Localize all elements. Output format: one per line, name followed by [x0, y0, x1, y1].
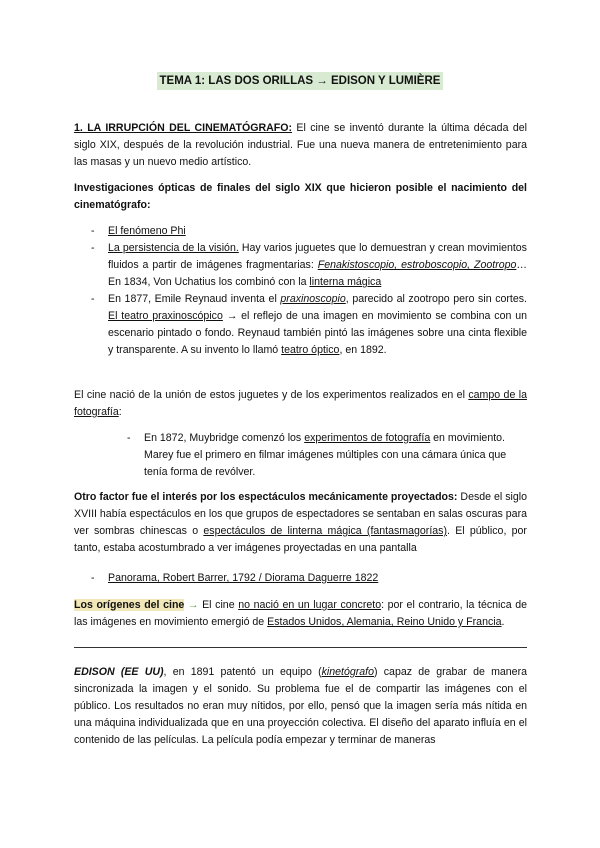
- page-title: TEMA 1: LAS DOS ORILLAS → EDISON Y LUMIÈRE: [157, 72, 444, 90]
- list-item: [88, 240, 527, 291]
- teatro-optico: teatro óptico: [281, 344, 340, 356]
- otro-factor-paragraph: [74, 489, 527, 557]
- reynaud-text-4: , en 1892.: [339, 344, 387, 356]
- reynaud-text-3: → el reflejo de una imagen en movimiento se combina con un escenario pintado o fondo. Reynaud también pintó las imágenes sobre una cinta flexible y transparente. A su invento lo llamó: [108, 310, 527, 356]
- arrow-icon: →: [184, 599, 199, 611]
- origenes-paragraph: [74, 597, 527, 631]
- cine-nacio-paragraph: [74, 387, 527, 421]
- experimentos-fotografia: experimentos de fotografía: [304, 432, 431, 444]
- edison-label: EDISON (EE UU): [74, 666, 164, 678]
- title-row: [0, 72, 600, 90]
- origenes-period: .: [501, 616, 505, 628]
- otro-factor-text-2: . El público, por tanto, estaba acostumbrado a ver imágenes proyectadas en una pantalla: [74, 525, 527, 554]
- origenes-text-2: : por el contrario, la técnica de las imágenes en movimiento emergió de: [74, 599, 527, 628]
- edison-text-2: ) capaz de grabar de manera sincronizada la imagen y el sonido. Su problema fue el de compartir las imágenes con el público. Los resultados no eran muy nítidos, por ello, pensó que la imagen sería más nítida en una máquina individualizada que en una proyección colectiva. El diseño del aparato influía en el contenido de las películas. La película podía empezar y terminar de maneras: [74, 666, 527, 746]
- edison-text: , en 1891 patentó un equipo (: [163, 666, 322, 678]
- muybridge-list: [124, 430, 527, 481]
- list-item: [88, 570, 527, 587]
- section1-heading: 1. LA IRRUPCIÓN DEL CINEMATÓGRAFO:: [74, 122, 293, 134]
- section1-body: El cine se inventó durante la última década del siglo XIX, después de la revolución industrial. Fue una nueva manera de entretenimiento para las masas y un nuevo medio artístico.: [74, 122, 527, 168]
- paises: Estados Unidos, Alemania, Reino Unido y Francia: [267, 616, 502, 628]
- linterna-magica: linterna mágica: [309, 276, 382, 288]
- campo-fotografia: campo de la fotografía: [74, 389, 527, 418]
- no-nacio: no nació en un lugar concreto: [238, 599, 382, 611]
- list-item: [88, 223, 527, 240]
- persistencia-text-2: … En 1834, Von Uchatius los combinó con la: [108, 259, 527, 288]
- reynaud-text: En 1877, Emile Reynaud inventa el: [108, 293, 281, 305]
- teatro-praxinoscopico: El teatro praxinoscópico: [108, 310, 223, 322]
- origenes-text: El cine: [198, 599, 239, 611]
- edison-paragraph: [74, 664, 527, 749]
- muybridge-text-2: en movimiento. Marey fue el primero en filmar imágenes múltiples con una cámara única que tenía forma de revólver.: [144, 432, 507, 478]
- reynaud-text-2: , parecido al zootropo pero sin cortes.: [345, 293, 527, 305]
- fenomeno-phi: El fenómeno Phi: [108, 225, 186, 237]
- divider: [74, 647, 527, 648]
- origenes-label: Los orígenes del cine: [74, 599, 185, 611]
- persistencia-link: La persistencia de la visión.: [108, 242, 239, 254]
- otro-factor-heading: Otro factor fue el interés por los espectáculos mecánicamente proyectados:: [74, 491, 458, 503]
- kinetografo: kinetógrafo: [321, 666, 375, 678]
- persistencia-text: Hay varios juguetes que lo demuestran y crean movimientos fluidos a partir de imágenes fragmentarias:: [108, 242, 527, 271]
- list-item: [124, 430, 527, 481]
- panorama-list: [88, 570, 527, 587]
- muybridge-text: En 1872, Muybridge comenzó los: [144, 432, 305, 444]
- panorama-text: Panorama, Robert Barrer, 1792 / Diorama Daguerre 1822: [108, 572, 379, 584]
- optical-list: [88, 223, 527, 359]
- section1-paragraph: [74, 120, 527, 171]
- otro-factor-text: Desde el siglo XVIII había espectáculos en los que grupos de espectadores se sentaban en salas oscuras para ver sombras chinescas o: [74, 491, 527, 537]
- cine-nacio-colon: :: [118, 406, 122, 418]
- praxinoscopio: praxinoscopio: [280, 293, 346, 305]
- toys-list: Fenakistoscopio, estroboscopio, Zootropo: [317, 259, 517, 271]
- investigaciones-heading: Investigaciones ópticas de finales del siglo XIX que hicieron posible el nacimiento del cinematógrafo:: [74, 182, 527, 211]
- list-item: [88, 291, 527, 359]
- espectaculos-linterna: espectáculos de linterna mágica (fantasmagorías): [203, 525, 447, 537]
- cine-nacio-text: El cine nació de la unión de estos juguetes y de los experimentos realizados en el: [74, 389, 469, 401]
